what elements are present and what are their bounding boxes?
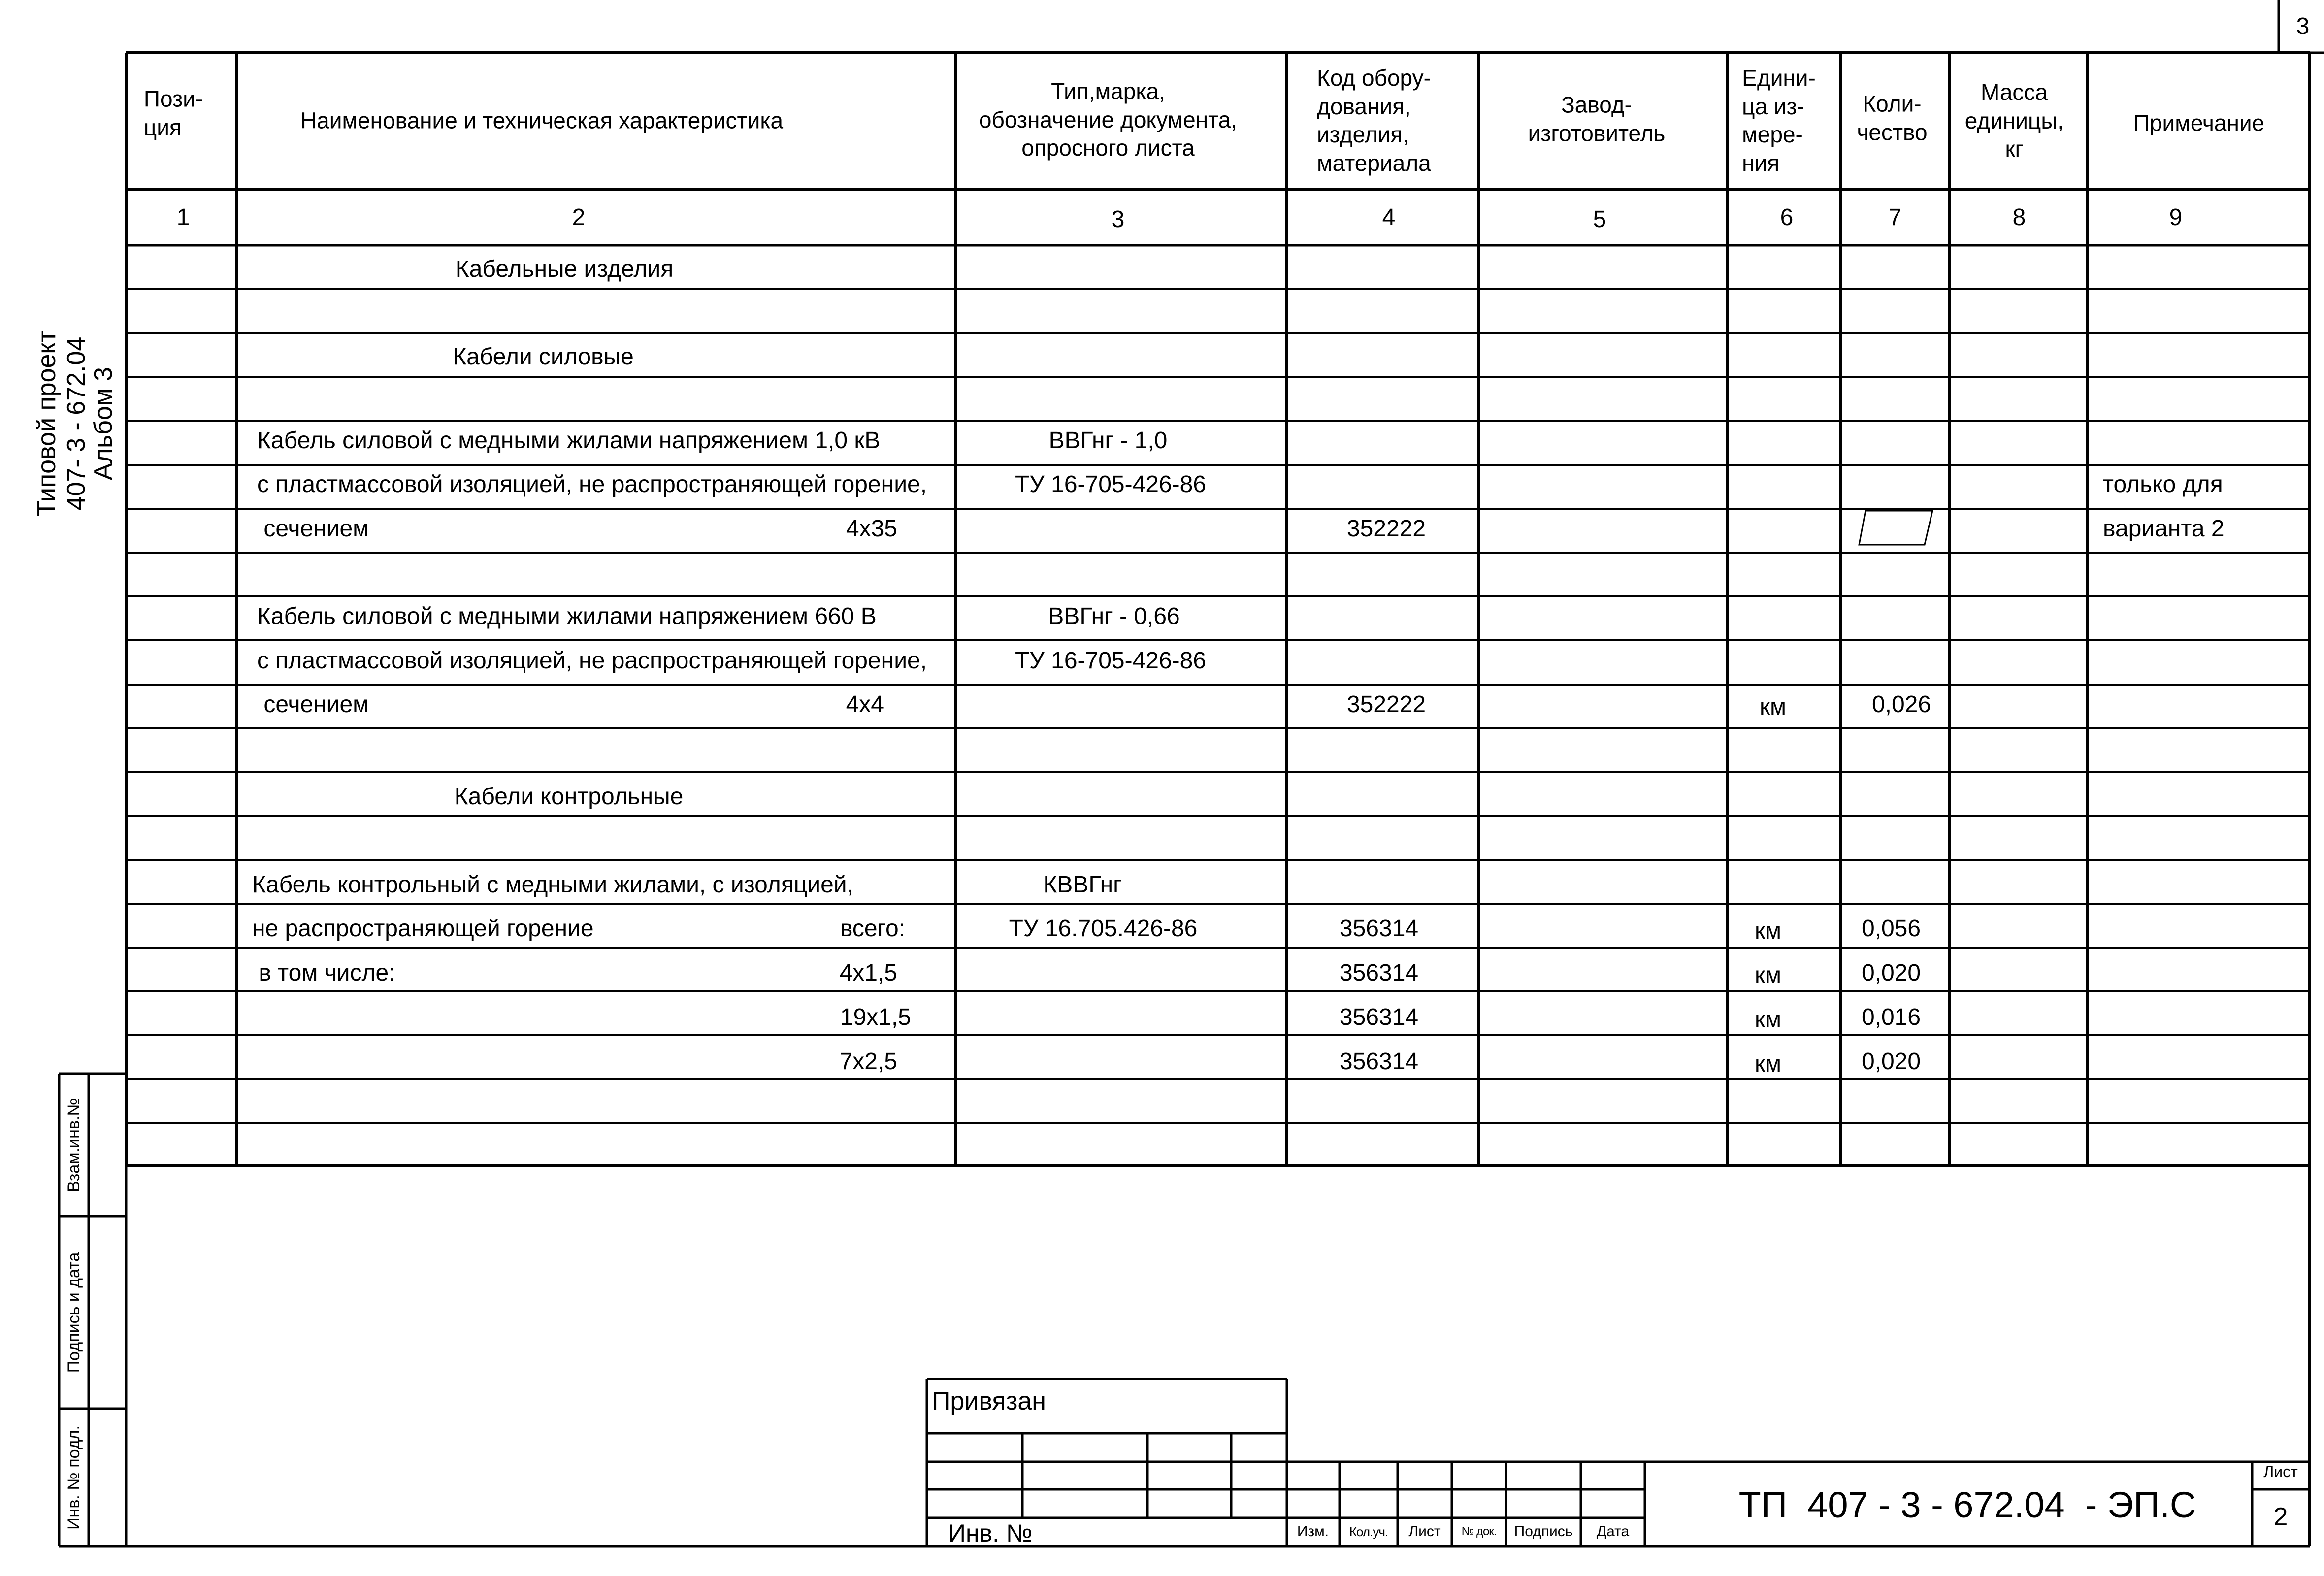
section-title-cable-products: Кабельные изделия	[455, 256, 674, 282]
sheet-label: Лист	[2263, 1463, 2298, 1480]
row-unit: км	[1760, 694, 1786, 720]
col-izm: Изм.	[1297, 1523, 1329, 1540]
row-name: Кабель силовой с медными жилами напряжением 660 В	[257, 603, 877, 629]
row-code: 352222	[1346, 516, 1426, 542]
row-qty: 0,056	[1861, 916, 1921, 942]
col-number: 1	[176, 204, 190, 230]
row-name: с пластмассовой изоляцией, не распространяющей горение,	[257, 471, 927, 497]
col-number: 2	[572, 204, 586, 230]
col-number: 6	[1780, 204, 1794, 230]
row-code: 356314	[1339, 916, 1419, 942]
page-corner-number: 3	[2296, 13, 2310, 39]
row-type: ТУ 16-705-426-86	[1015, 648, 1207, 674]
row-unit: км	[1755, 962, 1781, 988]
header-qty: Коли- чество	[1857, 91, 1928, 145]
row-qty: 0,020	[1861, 1049, 1921, 1075]
header-maker: Завод- изготовитель	[1528, 92, 1666, 146]
stamp-podpis-data: Подпись и дата	[65, 1252, 83, 1373]
col-number: 7	[1888, 204, 1902, 230]
row-unit: км	[1755, 1051, 1781, 1077]
row-name: Кабель контрольный с медными жилами, с изоляцией,	[252, 872, 853, 898]
col-podpis: Подпись	[1514, 1523, 1573, 1540]
row-type: ВВГнг - 0,66	[1048, 603, 1180, 629]
row-type: КВВГнг	[1043, 872, 1122, 898]
row-size: 4х4	[846, 691, 884, 718]
col-number: 4	[1382, 204, 1396, 230]
row-code: 356314	[1339, 1004, 1419, 1030]
col-kol-uch: Кол.уч.	[1349, 1524, 1388, 1539]
section-title-power-cables: Кабели силовые	[453, 344, 634, 370]
row-type: ТУ 16.705.426-86	[1009, 916, 1198, 942]
inv-number-label: Инв. №	[948, 1519, 1033, 1547]
row-code: 356314	[1339, 960, 1419, 986]
row-unit: км	[1755, 918, 1781, 944]
row-qty: 0,026	[1871, 691, 1931, 718]
document-code: ТП 407 - 3 - 672.04 - ЭП.С	[1738, 1484, 2196, 1525]
sheet-number: 2	[2273, 1503, 2288, 1531]
row-size: 4х35	[846, 516, 897, 542]
side-title-line1: Типовой проект	[33, 330, 61, 517]
row-qty: 0,020	[1861, 960, 1921, 986]
header-type: Тип,марка, обозначение документа, опросного листа	[979, 78, 1238, 161]
row-name: с пластмассовой изоляцией, не распространяющей горение,	[257, 648, 927, 674]
col-list: Лист	[1408, 1523, 1441, 1540]
privyazan-label: Привязан	[932, 1387, 1047, 1415]
row-type: ВВГнг - 1,0	[1048, 427, 1168, 454]
col-number: 9	[2169, 204, 2183, 230]
row-type: ТУ 16-705-426-86	[1015, 471, 1207, 497]
section-title-control-cables: Кабели контрольные	[454, 784, 684, 810]
row-size: 7х2,5	[839, 1049, 897, 1075]
header-name: Наименование и техническая характеристика	[300, 107, 784, 133]
row-name: Кабель силовой с медными жилами напряжением 1,0 кВ	[257, 427, 881, 454]
row-unit: км	[1755, 1007, 1781, 1033]
row-code: 352222	[1346, 691, 1426, 718]
col-number: 5	[1593, 206, 1606, 232]
header-position: Пози- ция	[143, 86, 203, 140]
row-name: в том числе:	[252, 960, 395, 986]
row-code: 356314	[1339, 1049, 1419, 1075]
col-number: 3	[1111, 206, 1125, 232]
header-note: Примечание	[2133, 110, 2265, 136]
side-title-line3: Альбом 3	[89, 367, 118, 480]
row-name: сечением	[257, 691, 369, 718]
stamp-inv-podl: Инв. № подл.	[65, 1425, 83, 1530]
header-code: Код обору- дования, изделия, материала	[1317, 65, 1431, 176]
stamp-vzam-inv: Взам.инв.№	[65, 1098, 83, 1192]
row-note: только для	[2103, 471, 2223, 497]
header-unit: Едини- ца из- мере- ния	[1742, 65, 1816, 176]
row-size: 19х1,5	[840, 1004, 911, 1030]
col-no-dok: № док.	[1461, 1525, 1497, 1538]
row-name: не распространяющей горение	[252, 916, 594, 942]
row-size: 4х1,5	[839, 960, 897, 986]
row-qty: 0,016	[1861, 1004, 1921, 1030]
col-number: 8	[2012, 204, 2026, 230]
row-note: варианта 2	[2103, 516, 2225, 542]
col-data: Дата	[1596, 1523, 1630, 1540]
row-name: сечением	[257, 516, 369, 542]
row-size: всего:	[840, 916, 905, 942]
header-mass: Масса единицы, кг	[1964, 79, 2064, 162]
side-title-line2: 407- 3 - 672.04	[62, 336, 91, 511]
